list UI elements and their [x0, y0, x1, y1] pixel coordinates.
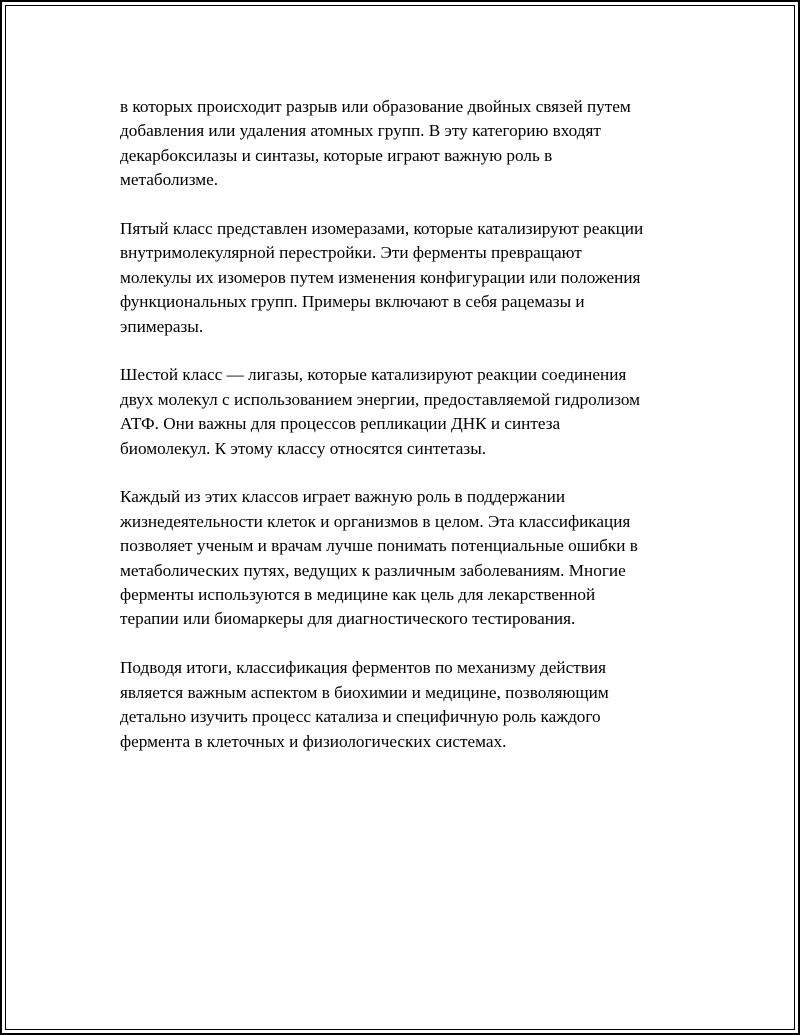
document-body	[120, 95, 690, 778]
text-line: Каждый из этих классов играет важную роль в поддержании	[120, 487, 566, 507]
text-line: детально изучить процесс катализа и специфичную роль каждого	[120, 707, 601, 727]
text-line: метаболизме.	[120, 170, 219, 190]
paragraph-4	[120, 485, 690, 631]
text-line: молекулы их изомеров путем изменения конфигурации или положения	[120, 267, 641, 287]
text-line: является важным аспектом в биохимии и медицине, позволяющим	[120, 682, 609, 702]
text-line: фермента в клеточных и физиологических системах.	[120, 731, 507, 751]
text-line: Шестой класс — лигазы, которые катализируют реакции соединения	[120, 365, 627, 385]
paragraph-5	[120, 656, 690, 754]
text-line: Пятый класс представлен изомеразами, которые катализируют реакции	[120, 219, 644, 239]
paragraph-3	[120, 363, 690, 461]
text-line: добавления или удаления атомных групп. В эту категорию входят	[120, 121, 601, 141]
text-line: АТФ. Они важны для процессов репликации ДНК и синтеза	[120, 414, 561, 434]
text-line: терапии или биомаркеры для диагностического тестирования.	[120, 609, 576, 629]
text-line: Подводя итоги, классификация ферментов по механизму действия	[120, 658, 606, 678]
text-line: внутримолекулярной перестройки. Эти ферменты превращают	[120, 243, 582, 263]
text-line: функциональных групп. Примеры включают в себя рацемазы и	[120, 292, 585, 312]
text-line: позволяет ученым и врачам лучше понимать потенциальные ошибки в	[120, 536, 638, 556]
text-line: жизнедеятельности клеток и организмов в целом. Эта классификация	[120, 511, 631, 531]
text-line: эпимеразы.	[120, 316, 204, 336]
text-line: в которых происходит разрыв или образование двойных связей путем	[120, 97, 631, 116]
text-line: метаболических путях, ведущих к различным заболеваниям. Многие	[120, 560, 626, 580]
text-line: двух молекул с использованием энергии, предоставляемой гидролизом	[120, 389, 641, 409]
paragraph-2	[120, 217, 690, 339]
text-line: биомолекул. К этому классу относятся синтетазы.	[120, 438, 487, 458]
text-line: ферменты используются в медицине как цель для лекарственной	[120, 585, 596, 605]
text-line: декарбоксилазы и синтазы, которые играют важную роль в	[120, 145, 553, 165]
paragraph-1	[120, 95, 690, 193]
